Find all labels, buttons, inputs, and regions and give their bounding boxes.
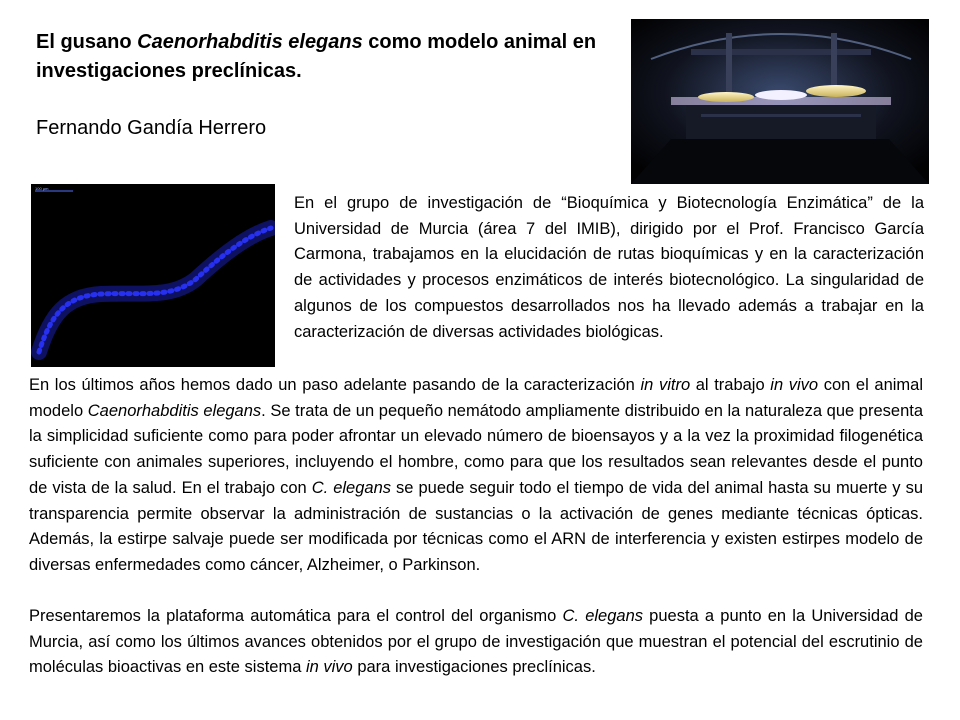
body-italic-term: in vitro: [640, 376, 691, 394]
author-name: Fernando Gandía Herrero: [36, 117, 267, 139]
body-text: con el animal modelo: [29, 376, 923, 420]
closing-italic-term: in vivo: [305, 658, 353, 677]
closing-text: para investigaciones preclínicas.: [352, 658, 596, 677]
body-text: al trabajo: [690, 376, 771, 394]
title-suffix: como modelo animal en investigaciones preclínicas.: [36, 31, 597, 82]
page-title: [36, 28, 616, 86]
body-italic-term: in vivo: [770, 376, 819, 394]
lab-robot-photo: [631, 19, 929, 184]
body-species-name: Caenorhabditis elegans: [87, 401, 262, 420]
body-species-name: C. elegans: [311, 478, 392, 497]
body-text: . Se trata de un pequeño nemátodo ampliamente distribuido en la naturaleza que presenta la simplicidad suficiente como para poder afrontar un elevado número de bioensayos y a la vez la proximidad filogenética suficiente con animales superiores, incluyendo el hombre, como para que los resultados sean relevantes desde el punto de vista de la salud. En el trabajo con: [29, 401, 924, 497]
scale-label: 100 µm: [35, 186, 49, 191]
body-text: se puede seguir todo el tiempo de vida del animal hasta su muerte y su transparencia permite observar la administración de sustancias o la activación de genes mediante técnicas ópticas. Además, la estirpe salvaje puede ser modificada por técnicas como el ARN de interferencia y existen estirpes modelo de diversas enfermedades como cáncer, Alzheimer, o Parkinson.: [29, 478, 923, 574]
closing-paragraph: [29, 604, 923, 681]
title-species: Caenorhabditis elegans: [137, 31, 363, 53]
intro-paragraph: En el grupo de investigación de “Bioquímica y Biotecnología Enzimática” de la Universidad de Murcia (área 7 del IMIB), dirigido por el Prof. Francisco García Carmona, trabajamos en la elucidación de rutas bioquímicas y en la caracterización de actividades y procesos enzimáticos de interés biotecnológico. La singularidad de algunos de los compuestos desarrollados nos ha llevado además a trabajar en la caracterización de diversas actividades biológicas.: [294, 194, 924, 341]
body-paragraph: [29, 373, 923, 579]
lab-robot-illustration: [631, 19, 929, 184]
worm-fluorescence-micrograph: [31, 184, 275, 367]
body-text: En los últimos años hemos dado un paso adelante pasando de la caracterización: [29, 376, 641, 394]
closing-species-name: C. elegans: [562, 607, 643, 625]
worm-illustration: [31, 184, 275, 367]
closing-text: puesta a punto en la Universidad de Murcia, así como los últimos avances obtenidos por el grupo de investigación que muestran el potencial del escrutinio de moléculas bioactivas en este sistema: [29, 607, 923, 677]
title-prefix: El gusano: [36, 31, 138, 53]
closing-text: Presentaremos la plataforma automática para el control del organismo: [29, 607, 563, 625]
